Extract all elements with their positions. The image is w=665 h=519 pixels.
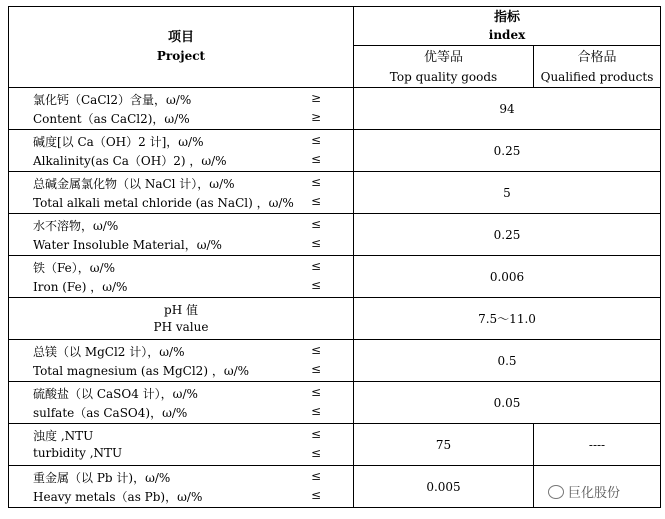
row-value: 0.25 xyxy=(354,214,661,256)
header-index-en: index xyxy=(488,28,526,43)
watermark-text: 巨化股份 xyxy=(568,486,621,501)
table-row xyxy=(9,130,661,172)
row-label-en: PH value xyxy=(153,320,209,334)
row-item xyxy=(9,424,354,466)
row-label-zh: 碱度[以 Ca（OH）2 计]，ω/% xyxy=(33,135,204,149)
row-value: 0.05 xyxy=(354,382,661,424)
row-symbol: ≤ xyxy=(311,446,322,460)
row-symbol: ≤ xyxy=(311,259,322,273)
row-item xyxy=(9,256,354,298)
header-top-en: Top quality goods xyxy=(389,69,498,84)
table-row xyxy=(9,214,661,256)
row-label-en: Iron (Fe) ，ω/% xyxy=(33,280,128,294)
row-symbol: ≤ xyxy=(311,133,322,147)
row-item xyxy=(9,382,354,424)
header-project-zh: 项目 xyxy=(167,30,194,45)
row-item xyxy=(9,88,354,130)
header-qual-en: Qualified products xyxy=(540,69,654,84)
row-symbol: ≥ xyxy=(311,91,322,105)
row-value: 0.5 xyxy=(354,340,661,382)
row-symbol: ≤ xyxy=(311,217,322,231)
header-top-quality xyxy=(354,46,534,88)
row-symbol: ≤ xyxy=(311,236,322,250)
row-label-en: sulfate（as CaSO4)，ω/% xyxy=(33,406,188,420)
table-row xyxy=(9,88,661,130)
row-value: 94 xyxy=(354,88,661,130)
row-label-zh: 氯化钙（CaCl2）含量，ω/% xyxy=(33,93,192,107)
row-label-zh: pH 值 xyxy=(164,303,198,317)
row-label-en: Heavy metals（as Pb)，ω/% xyxy=(33,490,203,504)
row-symbol: ≤ xyxy=(311,175,322,189)
row-item xyxy=(9,466,354,508)
table-row xyxy=(9,172,661,214)
row-label-zh: 总碱金属氯化物（以 NaCl 计），ω/% xyxy=(33,177,235,191)
row-item xyxy=(9,130,354,172)
row-symbol: ≤ xyxy=(311,152,322,166)
watermark xyxy=(548,482,620,501)
row-value: 0.006 xyxy=(354,256,661,298)
row-item xyxy=(9,340,354,382)
table-row xyxy=(9,298,661,340)
row-symbol: ≥ xyxy=(311,110,322,124)
table-row xyxy=(9,424,661,466)
row-label-en: Total alkali metal chloride (as NaCl) ，ω/% xyxy=(33,196,294,210)
row-value: 5 xyxy=(354,172,661,214)
row-item xyxy=(9,214,354,256)
row-label-zh: 浊度 ,NTU xyxy=(33,429,94,443)
row-symbol: ≤ xyxy=(311,488,322,502)
spec-table xyxy=(8,6,661,508)
header-project xyxy=(9,7,354,88)
row-symbol: ≤ xyxy=(311,404,322,418)
header-top-zh: 优等品 xyxy=(423,49,463,65)
row-value: 0.25 xyxy=(354,130,661,172)
table-row xyxy=(9,256,661,298)
header-index xyxy=(354,7,661,46)
row-label-zh: 重金属（以 Pb 计)，ω/% xyxy=(33,471,171,485)
row-value-qualified: ---- xyxy=(534,424,661,466)
row-label-zh: 硫酸盐（以 CaSO4 计），ω/% xyxy=(33,387,198,401)
row-item xyxy=(9,172,354,214)
header-project-en: Project xyxy=(156,49,206,63)
row-symbol: ≤ xyxy=(311,469,322,483)
row-value-top: 75 xyxy=(354,424,534,466)
row-symbol: ≤ xyxy=(311,385,322,399)
row-item xyxy=(9,298,354,340)
header-qualified xyxy=(534,46,661,88)
row-symbol: ≤ xyxy=(311,194,322,208)
row-label-zh: 铁（Fe），ω/% xyxy=(33,261,116,275)
row-label-zh: 水不溶物，ω/% xyxy=(33,219,119,233)
row-value: 7.5～11.0 xyxy=(354,298,661,340)
header-qual-zh: 合格品 xyxy=(577,49,617,65)
row-label-en: Content（as CaCl2)，ω/% xyxy=(33,112,190,126)
row-value-top: 0.005 xyxy=(354,466,534,508)
row-label-en: Total magnesium (as MgCl2) ，ω/% xyxy=(33,364,250,378)
row-symbol: ≤ xyxy=(311,343,322,357)
row-label-en: Water Insoluble Material，ω/% xyxy=(33,238,222,252)
row-symbol: ≤ xyxy=(311,278,322,292)
row-label-zh: 总镁（以 MgCl2 计），ω/% xyxy=(33,345,185,359)
header-index-zh: 指标 xyxy=(493,10,520,26)
table-row xyxy=(9,340,661,382)
table-row xyxy=(9,382,661,424)
row-label-en: Alkalinity(as Ca（OH）2) ，ω/% xyxy=(33,154,227,168)
wechat-icon xyxy=(548,485,564,499)
row-symbol: ≤ xyxy=(311,427,322,441)
row-symbol: ≤ xyxy=(311,362,322,376)
row-label-en: turbidity ,NTU xyxy=(33,446,123,460)
